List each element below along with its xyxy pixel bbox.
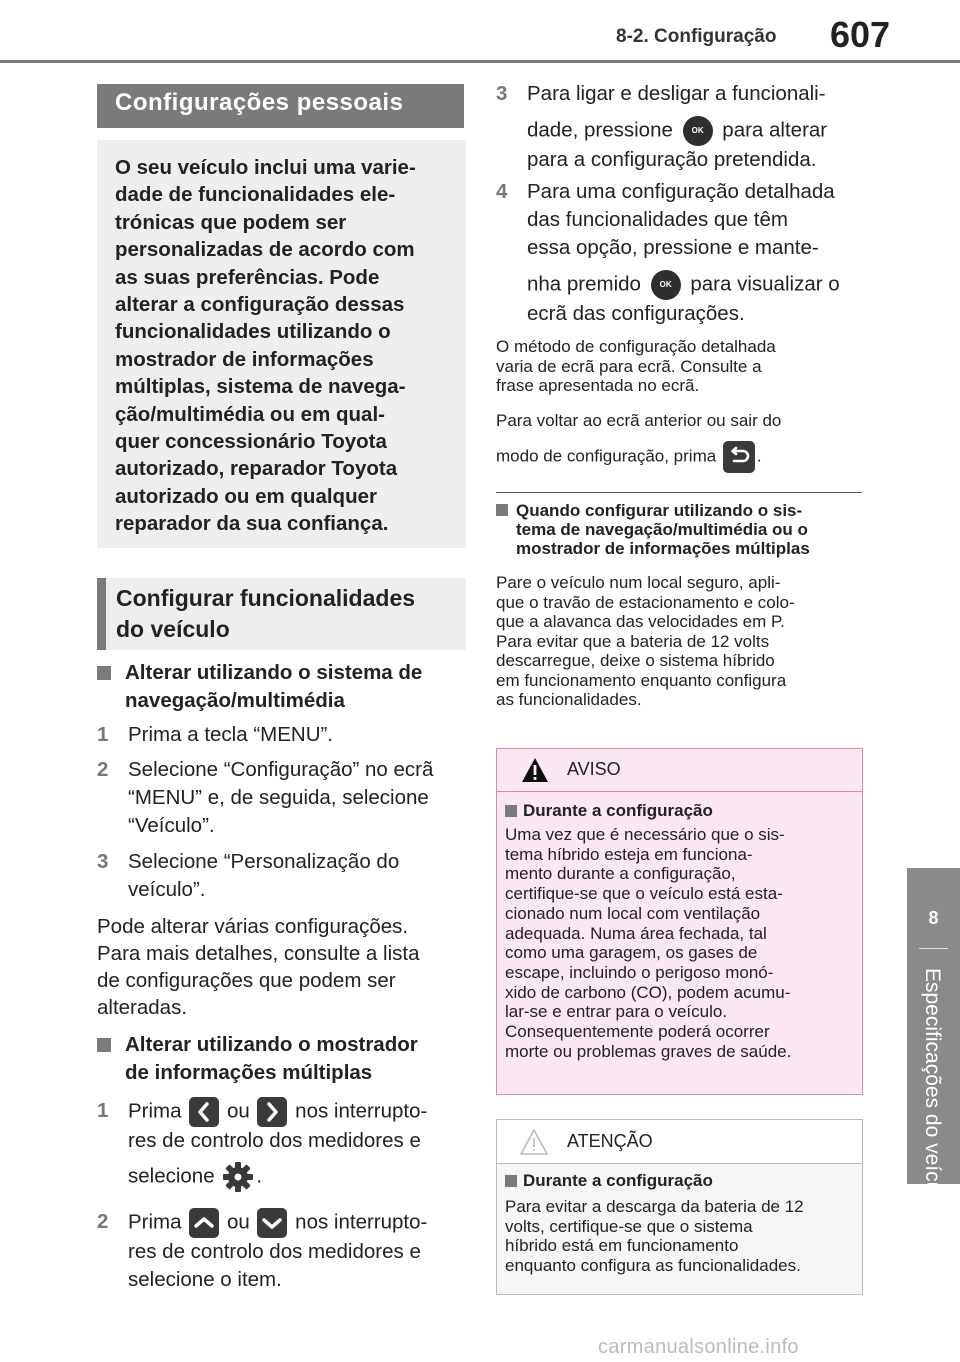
- subheading-when: [496, 501, 866, 558]
- square-bullet-icon: [496, 504, 508, 516]
- header-rule: [0, 60, 960, 63]
- body-line: tema híbrido esteja em funciona-: [505, 844, 753, 864]
- square-bullet-icon: [505, 805, 517, 817]
- section-title: 8-2. Configuração: [616, 26, 777, 47]
- body-line: volts, certifique-se que o sistema: [505, 1216, 753, 1236]
- step-line: Prima ou nos interrupto-: [97, 1097, 467, 1127]
- body-line: as funcionalidades.: [496, 690, 642, 709]
- section-rule: [496, 492, 862, 493]
- step-line: para a configuração pretendida.: [527, 148, 817, 171]
- step-line: “MENU” e, de seguida, selecione: [128, 786, 429, 809]
- gear-icon: [222, 1161, 254, 1193]
- section-heading-personal: Configurações pessoais: [97, 84, 464, 128]
- intro-box: [97, 140, 466, 548]
- note-line: varia de ecrã para ecrã. Consulte a: [496, 356, 762, 376]
- caution-body: [505, 1197, 855, 1276]
- subheading-line: mostrador de informações múltiplas: [516, 539, 810, 558]
- when-body: [496, 573, 866, 710]
- step-line: res de controlo dos medidores e: [128, 1240, 421, 1263]
- step-line: Para uma configuração detalhada: [527, 180, 835, 203]
- step-line: Selecione “Personalização do: [128, 850, 400, 873]
- note-line: O método de configuração detalhada: [496, 337, 776, 356]
- subheading-line: tema de navegação/multimédia ou o: [516, 520, 808, 539]
- warning-subheading: Durante a configuração: [505, 801, 855, 821]
- body-line: descarregue, deixe o sistema híbrido: [496, 651, 775, 670]
- step-line: Para ligar e desligar a funcionali-: [527, 82, 826, 105]
- caution-subheading: Durante a configuração: [505, 1171, 855, 1191]
- step-number: 2: [97, 1210, 109, 1233]
- warning-body: [505, 825, 855, 1061]
- body-line: cionado num local com ventilação: [505, 903, 761, 923]
- subheading-line: de informações múltiplas: [125, 1061, 373, 1084]
- detail-note: [496, 337, 866, 396]
- chevron-down-icon: [257, 1208, 287, 1238]
- step-number: 3: [496, 82, 508, 105]
- square-bullet-icon: [505, 1175, 517, 1187]
- square-bullet-icon: [97, 1038, 111, 1052]
- step-line: Prima ou nos interrupto-: [97, 1208, 467, 1238]
- intro-line: O seu veículo inclui uma varie-: [115, 156, 416, 179]
- step-line: res de controlo dos medidores e: [128, 1129, 421, 1152]
- chevron-right-icon: [257, 1097, 287, 1127]
- step-line: veículo”.: [128, 878, 206, 901]
- back-note: [496, 411, 866, 473]
- body-line: enquanto configura as funcionalidades.: [505, 1256, 801, 1276]
- ok-button-icon: OK: [683, 116, 713, 146]
- step-line: ecrã das configurações.: [527, 302, 745, 325]
- back-icon: [723, 441, 755, 473]
- step-number: 1: [97, 723, 109, 746]
- note-line: Para mais detalhes, consulte a lista: [97, 942, 420, 965]
- body-line: em funcionamento enquanto configura: [496, 670, 787, 690]
- intro-line: autorizado, reparador Toyota: [115, 457, 398, 481]
- intro-line: funcionalidades utilizando o: [115, 320, 391, 344]
- body-line: escape, incluindo o perigoso monó-: [505, 962, 774, 982]
- body-line: xido de carbono (CO), podem acumu-: [505, 982, 791, 1002]
- chapter-label: Especificações do veículo: [921, 968, 944, 1210]
- intro-line: as suas preferências. Pode: [115, 265, 380, 289]
- note-line: alteradas.: [97, 996, 188, 1019]
- caution-header: [497, 1120, 862, 1164]
- watermark-text: carmanualsonline.info: [598, 1336, 799, 1358]
- warning-box: [496, 748, 863, 1095]
- intro-line: alterar a configuração dessas: [115, 293, 405, 317]
- intro-line: trónicas que podem ser: [115, 210, 347, 234]
- ok-button-icon: OK: [651, 270, 681, 300]
- step-line: nha premido OK para visualizar o: [496, 270, 876, 300]
- intro-line: reparador da sua confiança.: [115, 512, 389, 536]
- section-heading-line: Configurar funcionalidades: [116, 585, 416, 611]
- warning-triangle-icon: [521, 757, 549, 788]
- intro-line: múltiplas, sistema de navega-: [115, 375, 406, 399]
- body-line: que a alavanca das velocidades em P.: [496, 612, 785, 631]
- step-line: selecione o item.: [128, 1268, 282, 1291]
- body-line: Pare o veículo num local seguro, apli-: [496, 573, 781, 592]
- step-line: selecione .: [97, 1161, 467, 1193]
- intro-line: quer concessionário Toyota: [115, 430, 387, 454]
- step-line: das funcionalidades que têm: [527, 208, 788, 231]
- body-line: certifique-se que o veículo está esta-: [505, 884, 783, 904]
- subheading-line: Alterar utilizando o mostrador: [125, 1033, 418, 1056]
- note-line: modo de configuração, prima .: [496, 441, 866, 473]
- note-line: de configurações que podem ser: [97, 969, 396, 992]
- nav-step-1: [97, 721, 467, 749]
- step-line: essa opção, pressione e mante-: [527, 236, 819, 259]
- mid-step-3: [496, 80, 876, 174]
- chapter-number: 8: [928, 908, 939, 928]
- mid-step-1: [97, 1097, 467, 1193]
- body-line: morte ou problemas graves de saúde.: [505, 1041, 792, 1061]
- subheading-line: navegação/multimédia: [125, 689, 345, 712]
- body-line: Uma vez que é necessário que o sis-: [505, 825, 785, 844]
- mid-step-2: [97, 1208, 467, 1294]
- chapter-tab: [907, 868, 960, 1210]
- step-number: 2: [97, 758, 109, 781]
- subheading-mid: [97, 1031, 467, 1087]
- warning-header: [497, 749, 862, 792]
- subheading-line: Alterar utilizando o sistema de: [125, 661, 423, 684]
- section-heading-line: do veículo: [116, 616, 230, 642]
- mid-step-4: [496, 178, 876, 328]
- body-line: Consequentemente poderá ocorrer: [505, 1022, 770, 1042]
- body-line: mento durante a configuração,: [505, 864, 736, 884]
- page-number: 607: [830, 14, 891, 55]
- nav-step-3: [97, 848, 467, 904]
- note-line: Pode alterar várias configurações.: [97, 915, 409, 938]
- caution-title: ATENÇÃO: [567, 1131, 653, 1151]
- step-number: 1: [97, 1099, 109, 1122]
- intro-line: dade de funcionalidades ele-: [115, 183, 396, 207]
- intro-line: autorizado ou em qualquer: [115, 484, 377, 508]
- note-line: frase apresentada no ecrã.: [496, 376, 700, 395]
- section-heading-config: [97, 578, 466, 650]
- warning-title: AVISO: [567, 759, 621, 779]
- subheading-line: Quando configurar utilizando o sis-: [516, 501, 803, 520]
- body-line: adequada. Numa área fechada, tal: [505, 923, 767, 943]
- step-line: Selecione “Configuração” no ecrã: [128, 758, 434, 781]
- body-line: que o travão de estacionamento e colo-: [496, 592, 795, 612]
- nav-step-2: [97, 756, 467, 840]
- caution-triangle-icon: [519, 1128, 549, 1161]
- body-line: híbrido está em funcionamento: [505, 1236, 739, 1256]
- step-number: 3: [97, 850, 109, 873]
- body-line: como uma garagem, os gases de: [505, 943, 758, 963]
- chevron-up-icon: [189, 1208, 219, 1238]
- body-line: Para evitar que a bateria de 12 volts: [496, 631, 770, 651]
- chapter-divider: [919, 948, 948, 949]
- body-line: Para evitar a descarga da bateria de 12: [505, 1197, 804, 1216]
- intro-line: mostrador de informações: [115, 347, 374, 371]
- chevron-left-icon: [189, 1097, 219, 1127]
- step-line: dade, pressione OK para alterar: [496, 116, 876, 146]
- nav-note: [97, 913, 467, 1021]
- step-line: “Veículo”.: [128, 814, 215, 837]
- step-number: 4: [496, 180, 508, 203]
- note-line: Para voltar ao ecrã anterior ou sair do: [496, 411, 782, 430]
- square-bullet-icon: [97, 666, 111, 680]
- caution-box: [496, 1119, 863, 1295]
- body-line: lar-se e entrar para o veículo.: [505, 1002, 728, 1022]
- intro-line: ção/multimédia ou em qual-: [115, 402, 385, 426]
- step-line: Prima a tecla “MENU”.: [128, 723, 334, 746]
- subheading-nav: [97, 659, 467, 715]
- intro-line: personalizadas de acordo com: [115, 238, 415, 262]
